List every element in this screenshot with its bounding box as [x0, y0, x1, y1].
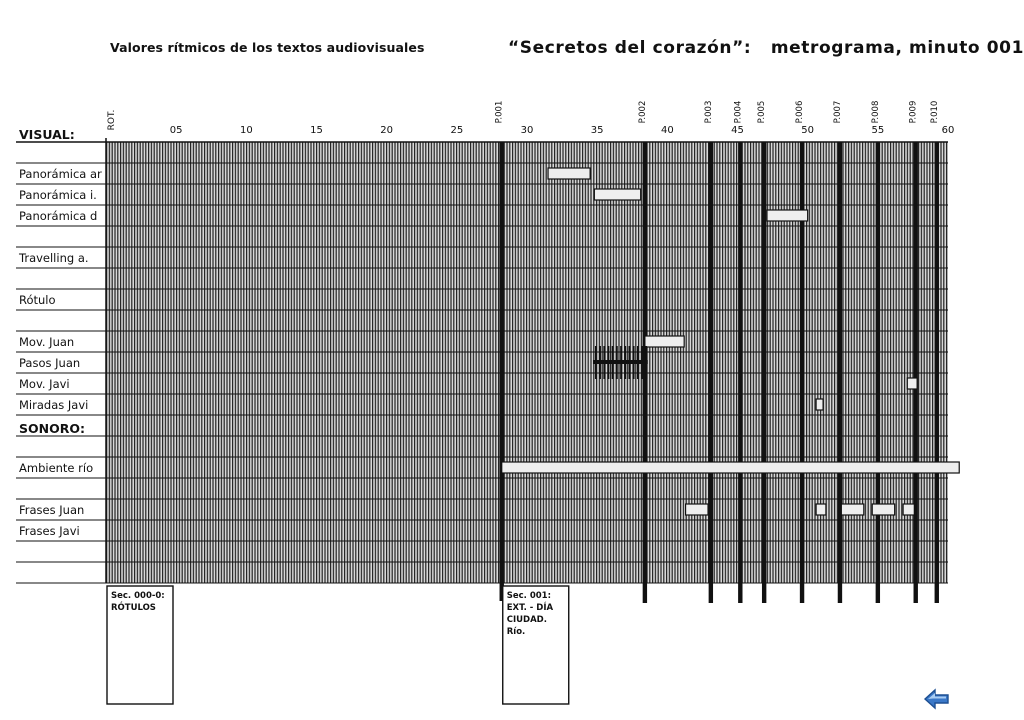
sequence-box	[107, 586, 173, 704]
page-subtitle: Valores rítmicos de los textos audiovisuales	[110, 40, 425, 55]
shot-marker-label: P.003	[703, 100, 714, 124]
step-tick	[645, 346, 647, 379]
event-bar	[645, 336, 684, 347]
step-tick	[616, 346, 618, 379]
shot-marker-label: P.008	[870, 100, 881, 124]
section-label: VISUAL:	[19, 127, 75, 142]
shot-marker-label: P.005	[757, 100, 768, 124]
second-tick-label: 45	[731, 125, 744, 136]
step-tick	[612, 346, 614, 379]
second-tick-label: 20	[380, 125, 394, 136]
row-label: Miradas Javi	[19, 398, 89, 412]
second-tick-label: 55	[871, 125, 885, 136]
event-bar	[594, 189, 640, 200]
sequence-box-line: Sec. 000-0:	[111, 591, 165, 601]
shot-marker-label: P.004	[733, 100, 744, 124]
second-tick-label: 40	[660, 125, 674, 136]
shot-marker-line	[500, 142, 504, 601]
step-tick	[629, 346, 631, 379]
step-tick	[603, 346, 605, 379]
row-label: Pasos Juan	[19, 356, 81, 370]
shot-marker-label: P.006	[795, 100, 806, 124]
shot-marker-line	[914, 142, 918, 603]
event-bar	[903, 504, 914, 515]
second-tick-label: 50	[801, 125, 815, 136]
shot-marker-line	[935, 142, 939, 603]
row-label: Frases Javi	[19, 524, 80, 538]
step-tick	[599, 346, 601, 379]
section-label: SONORO:	[19, 421, 85, 436]
shot-marker-line	[762, 142, 766, 603]
second-tick-label: 25	[450, 125, 464, 136]
sequence-box	[503, 586, 569, 704]
shot-marker-label: P.009	[908, 100, 919, 124]
second-tick-label: 15	[310, 125, 323, 136]
row-label: Frases Juan	[19, 503, 85, 517]
row-label: Panorámica ar	[19, 167, 102, 181]
sequence-box-line: EXT. - DÍA	[506, 603, 554, 613]
rot-label: ROT.	[107, 109, 117, 131]
shot-marker-label: P.007	[832, 100, 843, 124]
event-bar	[872, 504, 894, 515]
event-bar	[816, 504, 826, 515]
step-tick	[595, 346, 597, 379]
grid-second-rules	[106, 142, 948, 583]
second-tick-label: 30	[520, 125, 534, 136]
back-arrow-icon[interactable]	[924, 688, 950, 710]
event-bar	[548, 168, 590, 179]
row-label: Travelling a.	[19, 251, 89, 265]
shot-marker-label: P.002	[637, 100, 648, 124]
shot-marker-line	[838, 142, 842, 603]
second-tick-label: 10	[239, 125, 253, 136]
row-label: Mov. Javi	[19, 377, 70, 391]
event-bar	[767, 210, 808, 221]
row-label: Ambiente río	[19, 461, 94, 475]
row-label: Rótulo	[19, 293, 56, 307]
event-bar	[686, 504, 708, 515]
step-tick	[641, 346, 643, 379]
step-tick	[637, 346, 639, 379]
step-tick	[624, 346, 626, 379]
step-tick	[620, 346, 622, 379]
row-label: Panorámica d	[19, 209, 98, 223]
event-bar	[841, 504, 863, 515]
sequence-box-line: Río.	[506, 627, 526, 637]
step-tick	[633, 346, 635, 379]
shot-marker-label: P.010	[929, 100, 940, 124]
sequence-box-line: CIUDAD.	[506, 615, 547, 625]
event-bar	[502, 462, 959, 473]
event-bar	[907, 378, 917, 389]
second-tick-label: 05	[169, 125, 183, 136]
shot-marker-line	[709, 142, 713, 603]
row-label: Panorámica i.	[19, 188, 97, 202]
second-tick-label: 35	[590, 125, 604, 136]
shot-marker-label: P.001	[494, 100, 505, 124]
step-tick	[608, 346, 610, 379]
sequence-box-line: Sec. 001:	[506, 591, 552, 601]
row-label: Mov. Juan	[19, 335, 75, 349]
second-tick-label: 60	[941, 125, 955, 136]
page-title: “Secretos del corazón”: metrograma, minuto 001	[508, 38, 1024, 58]
event-bar	[816, 399, 823, 410]
shot-marker-line	[738, 142, 742, 603]
shot-marker-line	[876, 142, 880, 603]
sequence-box-line: RÓTULOS	[111, 603, 156, 613]
